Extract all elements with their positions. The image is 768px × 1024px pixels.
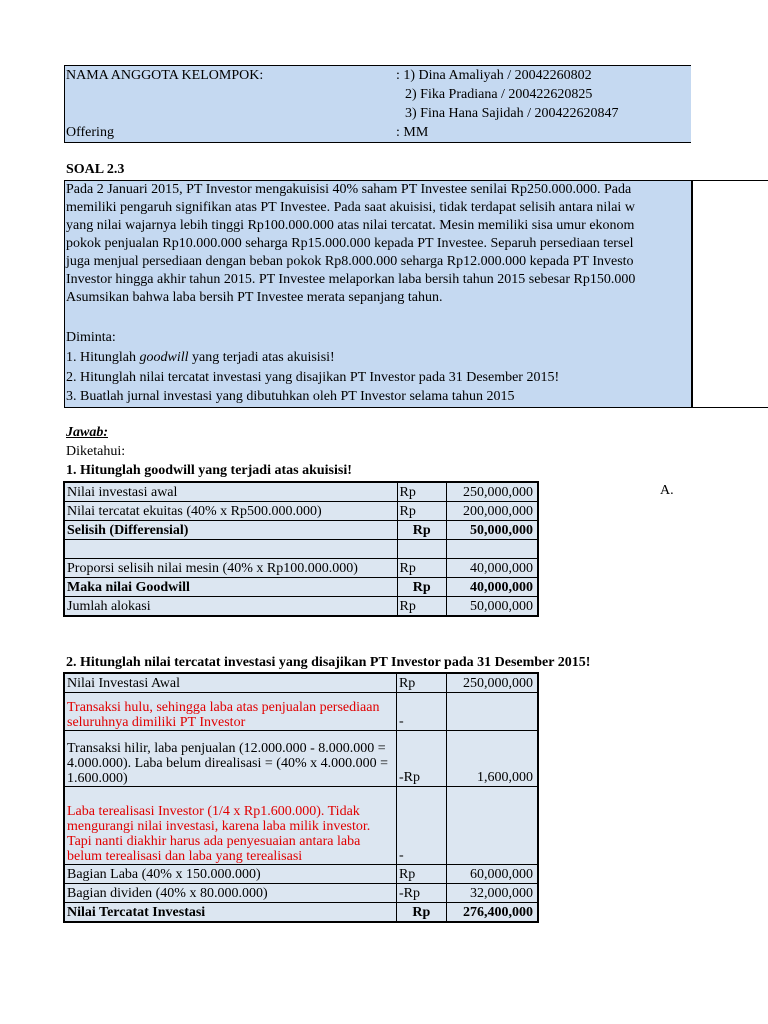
table-row <box>64 559 538 578</box>
row-label: Transaksi hilir, laba penjualan (12.000.000 - 8.000.000 = 4.000.000). Laba belum direalisasi = (40% x 4.000.000 = 1.600.000) <box>64 731 396 787</box>
row-amount: 276,400,000 <box>446 903 538 923</box>
row-cur: Rp <box>397 578 446 597</box>
row-amount <box>446 787 538 865</box>
table-row <box>64 540 538 559</box>
table-row <box>64 521 538 540</box>
row-label: Bagian Laba (40% x 150.000.000) <box>64 865 396 884</box>
row-cur: Rp <box>397 597 446 617</box>
row-cur: Rp <box>396 673 446 693</box>
row-label <box>64 540 397 559</box>
group-header <box>64 65 691 143</box>
row-cur: Rp <box>397 502 446 521</box>
members-label: NAMA ANGGOTA KELOMPOK: <box>66 68 264 83</box>
row-amount: 250,000,000 <box>446 482 538 502</box>
row-cur <box>397 540 446 559</box>
table-row <box>64 693 538 731</box>
row-amount: 250,000,000 <box>446 673 538 693</box>
row-label: Nilai Tercatat Investasi <box>64 903 396 923</box>
soal-line: Investor hingga akhir tahun 2015. PT Investee melaporkan laba bersih tahun 2015 sebesar Rp150.000 <box>66 272 636 287</box>
table-row <box>64 903 538 923</box>
table-row <box>64 884 538 903</box>
diketahui-label: Diketahui: <box>66 444 126 459</box>
row-label: Proporsi selisih nilai mesin (40% x Rp100.000.000) <box>64 559 397 578</box>
requirement-1 <box>66 349 335 367</box>
row-label: Maka nilai Goodwill <box>64 578 397 597</box>
row-cur: - <box>396 693 446 731</box>
row-cur: Rp <box>397 521 446 540</box>
table-row <box>64 865 538 884</box>
table-row <box>64 673 538 693</box>
row-label: Nilai investasi awal <box>64 482 397 502</box>
row-label: Jumlah alokasi <box>64 597 397 617</box>
requirement-3: 3. Buatlah jurnal investasi yang dibutuhkan oleh PT Investor selama tahun 2015 <box>66 389 515 404</box>
row-amount: 40,000,000 <box>446 578 538 597</box>
member-3: 3) Fina Hana Sajidah / 200422620847 <box>405 106 619 121</box>
table-row <box>64 731 538 787</box>
soal-line: juga menjual persediaan dengan beban pokok Rp8.000.000 seharga Rp12.000.000 kepada PT Investo <box>66 254 634 269</box>
row-cur: -Rp <box>396 731 446 787</box>
jawab-title: Jawab: <box>66 425 108 440</box>
soal-line: yang nilai wajarnya lebih tinggi Rp100.000.000 atas nilai tercatat. Mesin memiliki sisa umur ekonom <box>66 218 635 233</box>
q1-title: 1. Hitunglah goodwill yang terjadi atas akuisisi! <box>66 463 352 478</box>
row-amount: 200,000,000 <box>446 502 538 521</box>
req1-post: yang terjadi atas akuisisi! <box>188 350 335 365</box>
table-row <box>64 482 538 502</box>
goodwill-table <box>63 481 539 617</box>
row-amount: 40,000,000 <box>446 559 538 578</box>
soal-line: Pada 2 Januari 2015, PT Investor mengakuisisi 40% saham PT Investee senilai Rp250.000.000. Pada <box>66 182 632 197</box>
row-cur: Rp <box>396 865 446 884</box>
soal-title: SOAL 2.3 <box>66 162 125 177</box>
table-row <box>64 787 538 865</box>
row-cur: Rp <box>396 903 446 923</box>
soal-box <box>64 180 768 408</box>
row-amount: 50,000,000 <box>446 521 538 540</box>
q2-title: 2. Hitunglah nilai tercatat investasi yang disajikan PT Investor pada 31 Desember 2015! <box>66 655 591 670</box>
req1-pre: 1. Hitunglah <box>66 350 140 365</box>
row-label: Selisih (Differensial) <box>64 521 397 540</box>
row-label: Nilai Investasi Awal <box>64 673 396 693</box>
row-cur: Rp <box>397 482 446 502</box>
member-1: : 1) Dina Amaliyah / 20042260802 <box>396 68 592 83</box>
row-amount <box>446 693 538 731</box>
row-label: Laba terealisasi Investor (1/4 x Rp1.600.000). Tidak mengurangi nilai investasi, karena laba milik investor. Tapi nanti diakhir harus ada penyesuaian antara laba belum terealisasi dan laba yang terealisasi <box>64 787 396 865</box>
row-amount: 32,000,000 <box>446 884 538 903</box>
row-cur: - <box>396 787 446 865</box>
soal-line: Asumsikan bahwa laba bersih PT Investee merata sepanjang tahun. <box>66 290 443 305</box>
row-cur: Rp <box>397 559 446 578</box>
row-cur: -Rp <box>396 884 446 903</box>
row-amount: 50,000,000 <box>446 597 538 617</box>
row-label: Bagian dividen (40% x 80.000.000) <box>64 884 396 903</box>
carrying-value-table <box>63 672 539 923</box>
member-2: 2) Fika Pradiana / 200422620825 <box>405 87 593 102</box>
row-amount: 60,000,000 <box>446 865 538 884</box>
requirement-2: 2. Hitunglah nilai tercatat investasi yang disajikan PT Investor pada 31 Desember 2015! <box>66 370 560 385</box>
row-label: Nilai tercatat ekuitas (40% x Rp500.000.000) <box>64 502 397 521</box>
row-amount: 1,600,000 <box>446 731 538 787</box>
req1-em: goodwill <box>139 350 189 365</box>
offering-value: : MM <box>396 125 429 140</box>
table-row <box>64 502 538 521</box>
soal-line: memiliki pengaruh signifikan atas PT Investee. Pada saat akuisisi, tidak terdapat selisih antara nilai w <box>66 200 635 215</box>
side-label: A. <box>660 483 674 498</box>
offering-label: Offering <box>66 125 114 140</box>
soal-line: pokok penjualan Rp10.000.000 seharga Rp15.000.000 kepada PT Investee. Separuh persediaan tersel <box>66 236 634 251</box>
row-amount <box>446 540 538 559</box>
row-label: Transaksi hulu, sehingga laba atas penjualan persediaan seluruhnya dimiliki PT Investor <box>64 693 396 731</box>
diminta-label: Diminta: <box>66 330 116 345</box>
table-row <box>64 597 538 617</box>
table-row <box>64 578 538 597</box>
